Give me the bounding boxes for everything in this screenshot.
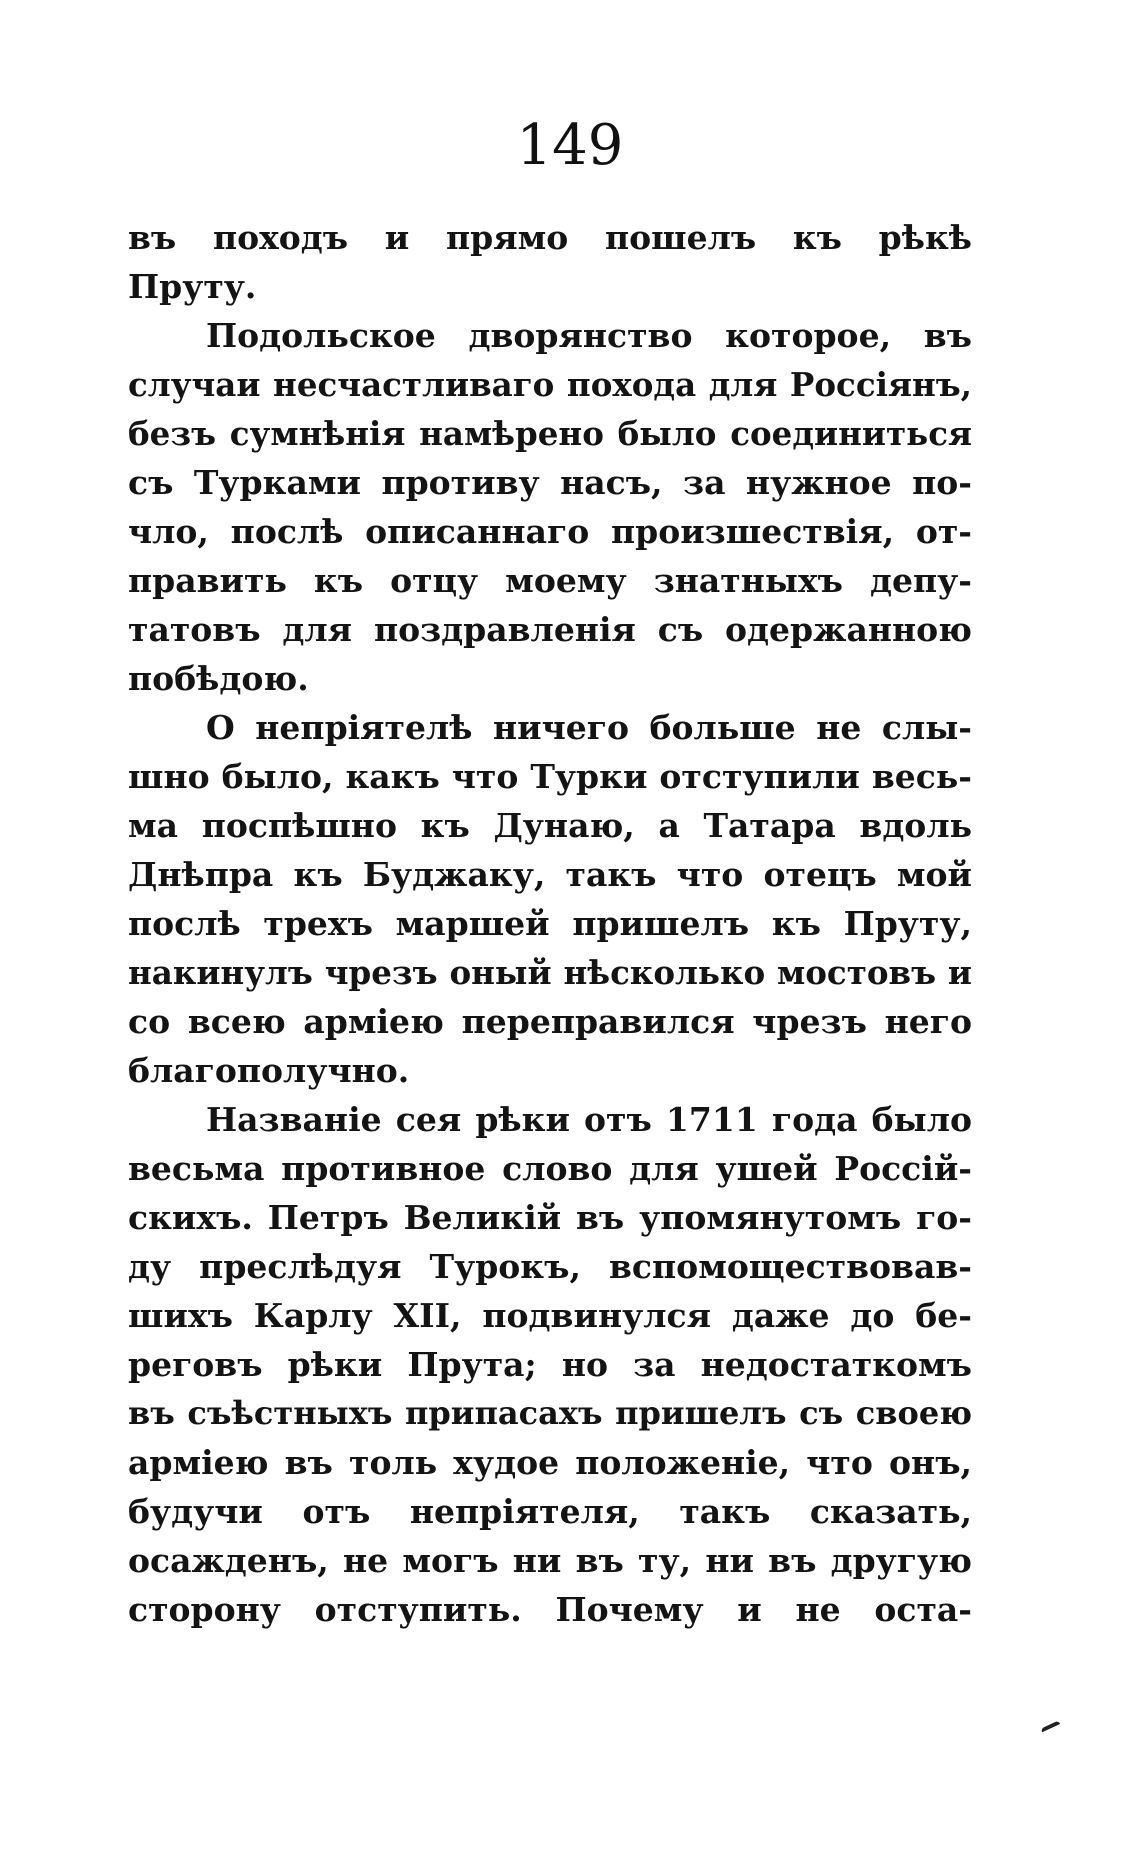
text-line: чло, послѣ описаннаго произшествія, от- xyxy=(128,512,972,551)
text-line: безъ сумнѣнія намѣрено было соединиться xyxy=(128,414,972,453)
ink-mark xyxy=(1040,1720,1063,1739)
text-line: будучи отъ непріятеля, такъ сказать, xyxy=(128,1492,972,1531)
text-line: скихъ. Петръ Великій въ упомянутомъ го- xyxy=(128,1198,972,1237)
page-number: 149 xyxy=(516,113,624,178)
text-line: татовъ для поздравленія съ одержанною xyxy=(128,610,972,649)
text-line: Названіе сея рѣки отъ 1711 года было xyxy=(206,1100,972,1139)
text-line: накинулъ чрезъ оный нѣсколько мостовъ и xyxy=(128,953,972,992)
text-line: Подольское дворянство которое, въ xyxy=(206,316,972,355)
text-line: Днѣпра къ Буджаку, такъ что отецъ мой xyxy=(128,855,972,894)
text-line: реговъ рѣки Прута; но за недостаткомъ xyxy=(128,1345,972,1384)
text-line: съ Турками противу насъ, за нужное по- xyxy=(128,463,972,502)
text-line: въ съѣстныхъ припасахъ пришелъ съ своею xyxy=(128,1394,972,1432)
text-line: послѣ трехъ маршей пришелъ къ Пруту, xyxy=(128,904,972,943)
text-line: Пруту. xyxy=(128,267,257,306)
text-line: шихъ Карлу XII, подвинулся даже до бе- xyxy=(128,1296,972,1335)
text-line: править къ отцу моему знатныхъ депу- xyxy=(128,561,972,600)
text-line: шно было, какъ что Турки отступили весь- xyxy=(128,757,972,796)
text-line: ду преслѣдуя Турокъ, вспомоществовав- xyxy=(128,1247,972,1286)
text-line: сторону отступить. Почему и не оста- xyxy=(128,1590,972,1629)
text-line: со всею арміею переправился чрезъ него xyxy=(128,1002,972,1041)
text-line: весьма противное слово для ушей Россій- xyxy=(128,1149,972,1188)
text-line: О непріятелѣ ничего больше не слы- xyxy=(206,708,972,747)
text-line: осажденъ, не могъ ни въ ту, ни въ другую xyxy=(128,1541,972,1580)
text-line: въ походъ и прямо пошелъ къ рѣкѣ xyxy=(128,218,972,257)
text-line: благополучно. xyxy=(128,1051,410,1090)
body-text xyxy=(128,213,972,1634)
text-line: побѣдою. xyxy=(128,659,309,698)
text-line: арміею въ толь худое положеніе, что онъ, xyxy=(128,1443,972,1482)
text-line: ма поспѣшно къ Дунаю, а Татара вдоль xyxy=(128,806,972,845)
text-line: случаи несчастливаго похода для Россіянъ, xyxy=(128,365,972,404)
